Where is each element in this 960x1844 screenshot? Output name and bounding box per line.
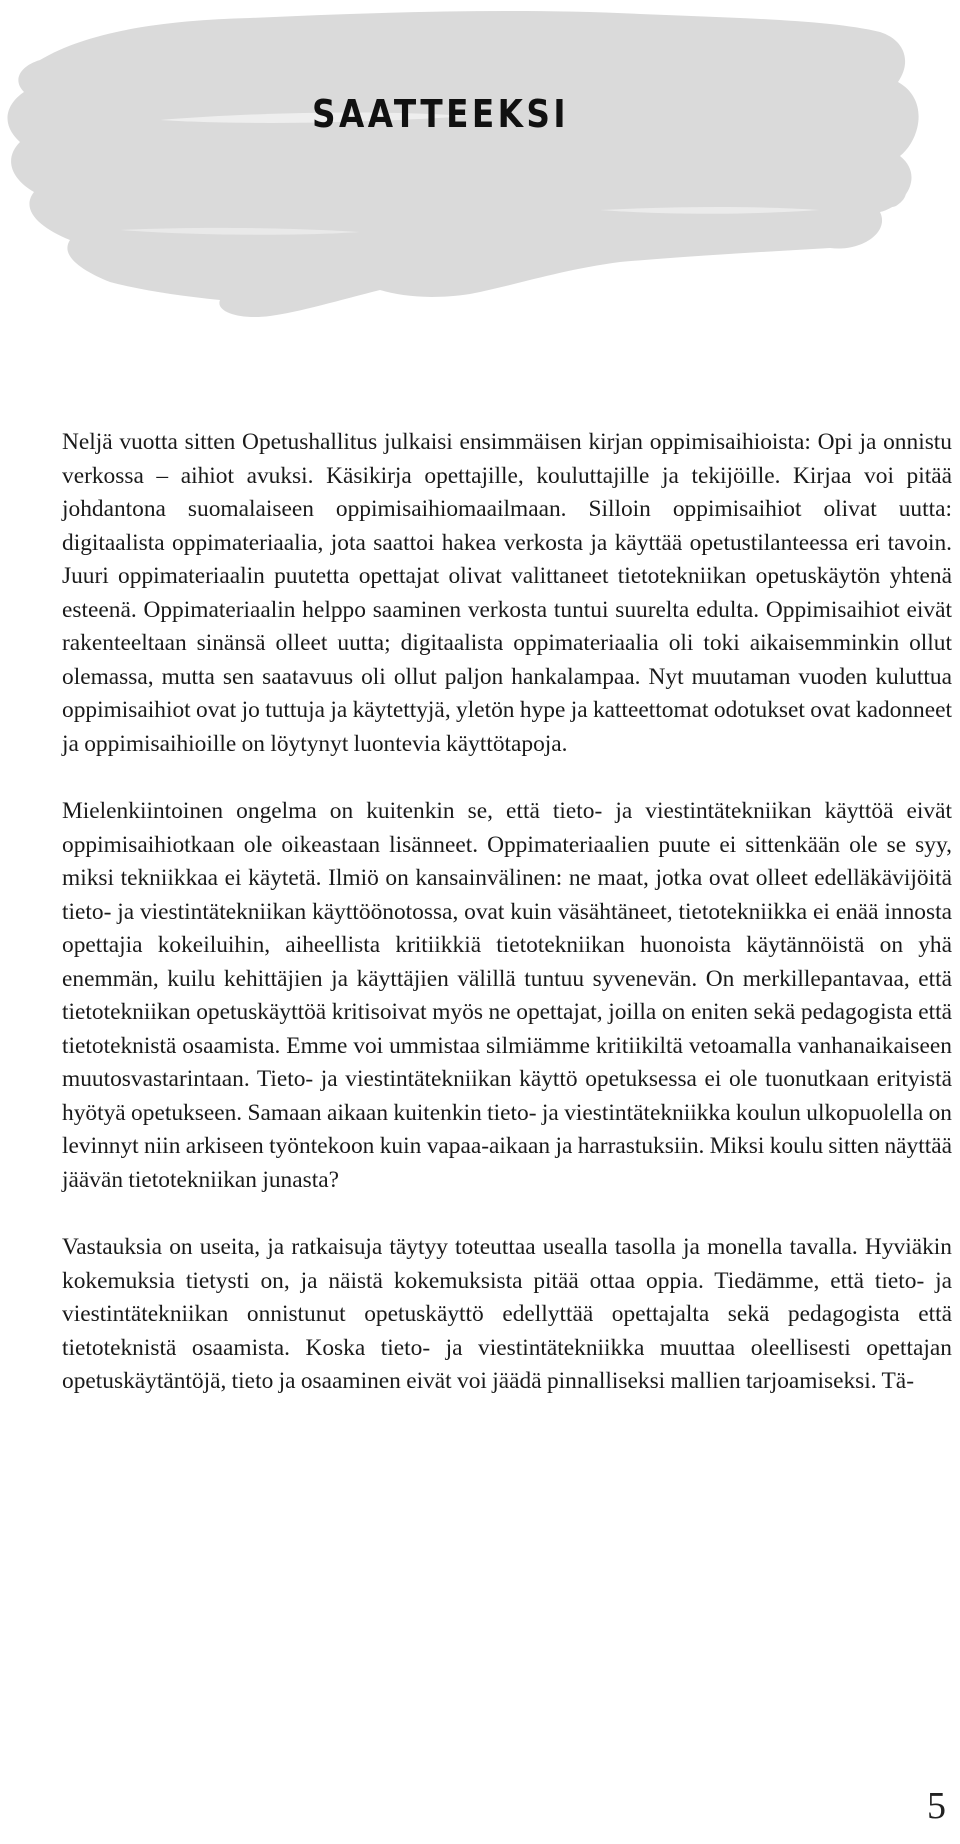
body-text	[62, 426, 952, 1399]
page-number: 5	[927, 1785, 946, 1827]
brush-stroke-background	[0, 0, 960, 330]
paragraph: Neljä vuotta sitten Opetushallitus julkaisi ensimmäisen kirjan oppimisaihioista: Opi ja onnistu verkossa – aihiot avuksi. Käsikirja opettajille, kouluttajille ja tekijöille. Kirjaa voi pitää johdantona suomalaiseen oppimisaihiomaailmaan. Silloin oppimisaihiot olivat uutta: digitaalista oppimateriaalia, jota saattoi hakea verkosta ja käyttää opetustilanteessa eri tavoin. Juuri oppimateriaalin puutetta opettajat olivat valittaneet tietotekniikan opetuskäytön yhtenä esteenä. Oppimateriaalin helppo saaminen verkosta tuntui suurelta edulta. Oppimisaihiot eivät rakenteeltaan sinänsä olleet uutta; digitaalista oppimateriaalia oli toki aikaisemminkin ollut olemassa, mutta sen saatavuus oli ollut paljon hankalampaa. Nyt muutaman vuoden kuluttua oppimisaihiot ovat jo tuttuja ja käytettyjä, yletön hype ja katteettomat odotukset ovat kadonneet ja oppimisaihioille on löytynyt luontevia käyttötapoja.	[62, 429, 952, 757]
paragraph: Mielenkiintoinen ongelma on kuitenkin se, että tieto- ja viestintätekniikan käyttöä eivät oppimisaihiotkaan ole oikeastaan lisänneet. Oppimateriaalien puute ei sittenkään ole se syy, miksi tekniikkaa ei käytetä. Ilmiö on kansainvälinen: ne maat, jotka ovat olleet edelläkävijöitä tieto- ja viestintätekniikan käyttöönotossa, ovat kuin väsähtäneet, tietotekniikka ei enää innosta opettajia kokeiluihin, aiheellista kritiikkiä tietotekniikan huonoista käytännöistä on yhä enemmän, kuilu kehittäjien ja käyttäjien välillä tuntuu syvenevän. On merkillepantavaa, että tietotekniikan opetuskäyttöä kritisoivat myös ne opettajat, joilla on eniten sekä pedagogista että tietoteknistä osaamista. Emme voi ummistaa silmiämme kritiikiltä vetoamalla vanhanaikaiseen muutosvastarintaan. Tieto- ja viestintätekniikan käyttö opetuksessa ei ole tuonutkaan erityistä hyötyä opetukseen. Samaan aikaan kuitenkin tieto- ja viestintätekniikka koulun ulkopuolella on levinnyt niin arkiseen työntekoon kuin vapaa-aikaan ja harrastuksiin. Miksi koulu sitten näyttää jäävän tietotekniikan junasta?	[62, 798, 952, 1193]
page-title: SAATTEEKSI	[312, 92, 569, 136]
paragraph: Vastauksia on useita, ja ratkaisuja täytyy toteuttaa usealla tasolla ja monella tavalla. Hyviäkin kokemuksia tietysti on, ja näistä kokemuksista pitää ottaa oppia. Tiedämme, että tieto- ja viestintätekniikan onnistunut opetuskäyttö edellyttää opettajalta sekä pedagogista että tietoteknistä osaamista. Koska tieto- ja viestintätekniikka muuttaa oleellisesti opettajan opetuskäytäntöjä, tieto ja osaaminen eivät voi jäädä pinnalliseksi mallien tarjoamiseksi. Tä-	[62, 1234, 952, 1394]
